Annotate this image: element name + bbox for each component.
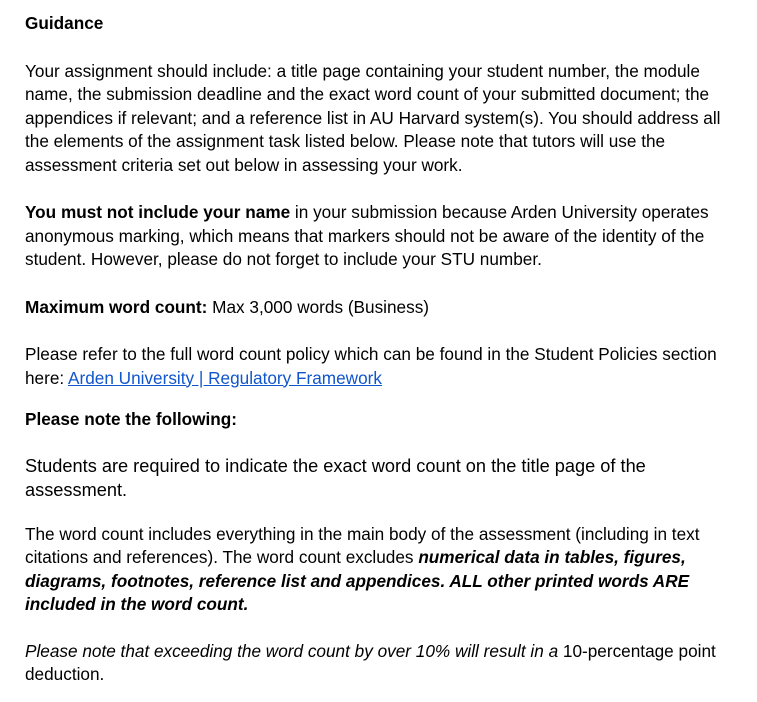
note-following-heading: Please note the following:: [25, 409, 237, 429]
anonymity-text: in your submission because Arden University operates anonymous marking, which means that markers should not be aware of the identity of the student. However, please do not forget to include your STU number.: [25, 202, 709, 269]
word-count-includes-paragraph: [25, 523, 743, 617]
regulatory-framework-link[interactable]: Arden University | Regulatory Framework: [68, 367, 382, 388]
word-count-label: Maximum word count:: [25, 296, 208, 317]
anonymity-paragraph: [25, 201, 743, 272]
word-count-value: Max 3,000 words (Business): [207, 296, 430, 317]
word-count-paragraph: [25, 296, 743, 320]
assignment-requirements-paragraph: Your assignment should include: a title page containing your student number, the module name, the submission deadline and the exact word count of your submitted document; the appendices if relevant; and a reference list in AU Harvard system(s). You should address all the elements of the assignment task listed below. Please note that tutors will use the assessment criteria set out below in assessing your work.: [25, 60, 721, 175]
penalty-italic-text: Please note that exceeding the word count by over 10% will result in a: [25, 640, 559, 661]
policy-paragraph: [25, 343, 743, 390]
excludes-bold-italic-text: numerical data in tables, figures, diagrams, footnotes, reference list and appendices. ALL other printed words ARE included in the word count.: [25, 547, 690, 614]
includes-text: The word count includes everything in the main body of the assessment (including in text citations and references). The word count excludes: [25, 523, 700, 567]
penalty-paragraph: [25, 640, 743, 687]
anonymity-bold-text: You must not include your name: [25, 202, 291, 222]
exact-word-count-paragraph: Students are required to indicate the exact word count on the title page of the assessment.: [25, 455, 646, 500]
policy-text: Please refer to the full word count policy which can be found in the Student Policies section here:: [25, 344, 717, 388]
guidance-heading: Guidance: [25, 13, 104, 33]
penalty-text: 10-percentage point deduction.: [25, 640, 716, 684]
